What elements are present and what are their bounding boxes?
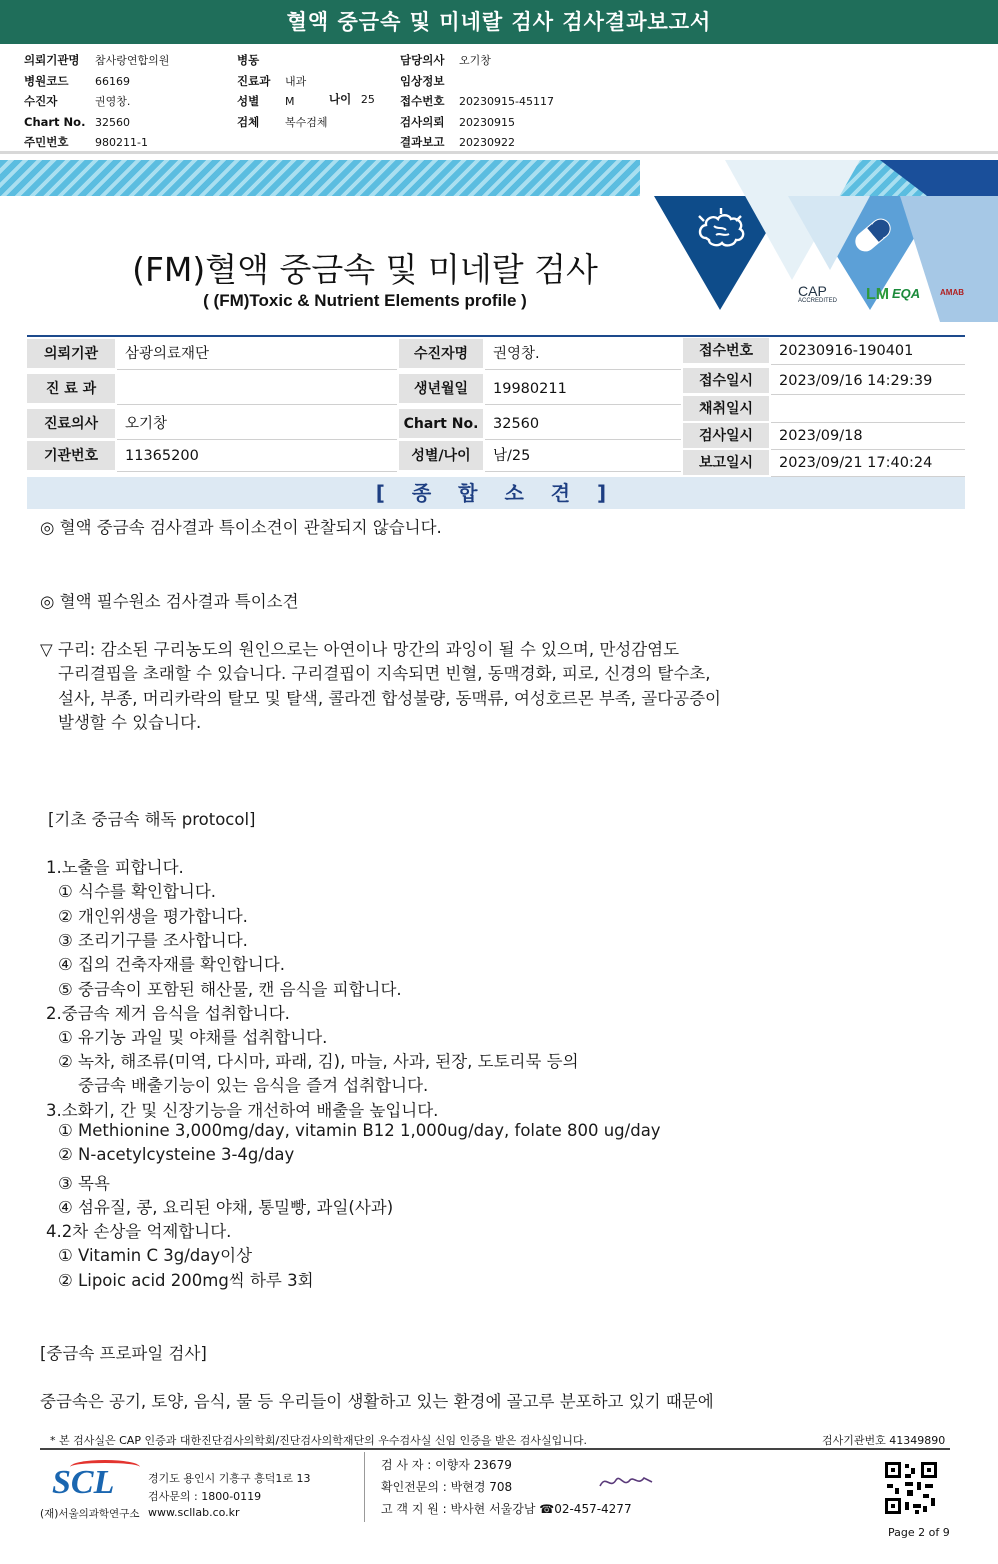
summary-line: 발생할 수 있습니다. [58, 713, 202, 732]
age-label: 나이 [329, 92, 352, 106]
info-value: 삼광의료재단 [117, 339, 397, 370]
header-field [237, 112, 328, 133]
summary-line: [중금속 프로파일 검사] [40, 1344, 207, 1363]
summary-line: 중금속은 공기, 토양, 음식, 물 등 우리들이 생활하고 있는 환경에 골고루 분포하고 있기 때문에 [40, 1392, 714, 1411]
header-field-label: 병원코드 [24, 73, 69, 88]
header-field [400, 50, 554, 71]
summary-line: 설사, 부종, 머리카락의 탈모 및 탈색, 콜라겐 합성불량, 동맥류, 여성호르몬 부족, 골다공증이 [58, 689, 721, 708]
header-field-label: 주민번호 [24, 135, 69, 149]
header-field-value: 권영창. [95, 95, 131, 108]
age-field [329, 91, 375, 107]
summary-line: ② 개인위생을 평가합니다. [58, 907, 248, 926]
header-field [237, 50, 328, 71]
header-field [24, 132, 169, 153]
header-field-value: 20230915-45117 [459, 95, 554, 108]
summary-line: ▽ 구리: 감소된 구리농도의 원인으로는 아연이나 망간의 과잉이 될 수 있으며, 만성감염도 [40, 640, 680, 659]
summary-line: ② N-acetylcysteine 3-4g/day [58, 1145, 295, 1164]
info-value: 2023/09/18 [771, 423, 965, 450]
header-field [400, 112, 554, 133]
lab-number: 검사기관번호 41349890 [822, 1434, 946, 1447]
summary-line: 1.노출을 피합니다. [46, 858, 184, 877]
report-top-title: 혈액 중금속 및 미네랄 검사 검사결과보고서 [0, 0, 998, 44]
header-field-value: 20230922 [459, 136, 515, 149]
info-label: 성별/나이 [399, 441, 483, 472]
info-label: 접수번호 [683, 338, 769, 365]
summary-line: ① Methionine 3,000mg/day, vitamin B12 1,000ug/day, folate 800 ug/day [58, 1121, 661, 1140]
info-label: 의뢰기관 [27, 339, 115, 370]
info-label: 기관번호 [27, 441, 115, 472]
header-field-label: 임상정보 [400, 73, 445, 88]
header-field [24, 112, 169, 133]
phone: 검사문의 : 1800-0119 [148, 1490, 262, 1503]
header-field-label: 진료과 [237, 73, 271, 88]
summary-line: ④ 집의 건축자재를 확인합니다. [58, 955, 286, 974]
header-field [400, 132, 554, 153]
summary-line: ① Vitamin C 3g/day이상 [58, 1246, 253, 1265]
capsule-icon [848, 210, 898, 260]
info-label: Chart No. [399, 409, 483, 440]
summary-line: ② Lipoic acid 200mg씩 하루 3회 [58, 1271, 314, 1290]
customer-support: 고 객 지 원 : 박사현 서울강남 ☎02-457-4277 [381, 1502, 632, 1516]
summary-line: 중금속 배출기능이 있는 음식을 즐겨 섭취합니다. [78, 1076, 429, 1095]
summary-line: 4.2차 손상을 억제합니다. [46, 1222, 232, 1241]
footer-divider [364, 1452, 365, 1522]
table-top-rule [27, 335, 965, 337]
info-label: 수진자명 [399, 339, 483, 370]
header-field-label: Chart No. [24, 114, 86, 129]
summary-line: ③ 조리기구를 조사합니다. [58, 931, 248, 950]
summary-line: [기초 중금속 해독 protocol] [48, 810, 256, 829]
header-field-value: 66169 [95, 74, 130, 88]
summary-line: ① 유기농 과일 및 야채를 섭취합니다. [58, 1028, 328, 1047]
address: 경기도 용인시 기흥구 흥덕1로 13 [148, 1472, 311, 1485]
summary-line: ② 녹차, 해조류(미역, 다시마, 파래, 김), 마늘, 사과, 된장, 도토리묵 등의 [58, 1052, 579, 1071]
header-field [400, 91, 554, 112]
lm-logo: LM [866, 286, 890, 303]
header-field-label: 담당의사 [400, 53, 445, 67]
info-value [117, 374, 397, 405]
info-value: 오기창 [117, 409, 397, 440]
footer-rule [40, 1448, 950, 1450]
header-field-label: 접수번호 [400, 94, 445, 108]
info-value: 남/25 [485, 441, 681, 472]
header-col-1 [24, 50, 169, 153]
info-value: 20230916-190401 [771, 338, 965, 365]
header-field-label: 병동 [237, 53, 260, 67]
summary-line: ① 식수를 확인합니다. [58, 882, 217, 901]
signature [596, 1470, 656, 1494]
header-field-value: 참사랑연합의원 [95, 54, 170, 67]
summary-line: ◎ 혈액 필수원소 검사결과 특이소견 [40, 592, 299, 611]
summary-line: 3.소화기, 간 및 신장기능을 개선하여 배출을 높입니다. [46, 1101, 439, 1120]
header-field-label: 검체 [237, 114, 260, 129]
header-col-3 [400, 50, 554, 153]
info-value: 19980211 [485, 374, 681, 405]
header-field [24, 50, 169, 71]
accreditation-notice: * 본 검사실은 CAP 인증과 대한진단검사의학회/진단검사의학재단의 우수검사실 신임 인증을 받은 검사실입니다. [50, 1434, 588, 1447]
examiner: 검 사 자 : 이향자 23679 [381, 1458, 512, 1472]
info-label: 생년월일 [399, 374, 483, 405]
info-value: 11365200 [117, 441, 397, 472]
scl-logo: SCL [52, 1464, 115, 1501]
header-field [24, 71, 169, 92]
info-value: 2023/09/21 17:40:24 [771, 450, 965, 477]
header-field-label: 수진자 [24, 94, 58, 108]
header-field [237, 91, 328, 112]
specialist: 확인전문의 : 박현경 708 [381, 1480, 513, 1494]
summary-line: ④ 섬유질, 콩, 요리된 야채, 통밀빵, 과일(사과) [58, 1198, 394, 1217]
header-field-value: 오기창 [459, 54, 491, 67]
info-label: 채취일시 [683, 396, 769, 423]
report-title: (FM)혈액 중금속 및 미네랄 검사 [132, 250, 598, 289]
header-field-value: 내과 [285, 74, 307, 88]
summary-line: 구리결핍을 초래할 수 있습니다. 구리결핍이 지속되면 빈혈, 동맥경화, 피로, 신경의 탈수초, [58, 664, 711, 683]
info-label: 접수일시 [683, 368, 769, 395]
header-field-value: 복수검체 [285, 115, 328, 129]
header-field-label: 성별 [237, 94, 260, 108]
header-col-2 [237, 50, 328, 132]
age-value: 25 [360, 93, 375, 106]
summary-line: ◎ 혈액 중금속 검사결과 특이소견이 관찰되지 않습니다. [40, 518, 442, 537]
header-field-label: 의뢰기관명 [24, 53, 80, 67]
org-name: (재)서울의과학연구소 [40, 1508, 140, 1520]
info-value [771, 396, 965, 423]
scl-swoosh [70, 1460, 140, 1474]
summary-line: ⑤ 중금속이 포함된 해산물, 캔 음식을 피합니다. [58, 980, 402, 999]
cap-logo: CAP ACCREDITED [798, 283, 838, 304]
page-number: Page 2 of 9 [888, 1526, 950, 1539]
summary-heading: [ 종 합 소 견 ] [27, 477, 965, 509]
patient-info-table [27, 335, 965, 475]
header-field-label: 결과보고 [400, 135, 445, 149]
info-label: 보고일시 [683, 450, 769, 477]
summary-line: 2.중금속 제거 음식을 섭취합니다. [46, 1004, 290, 1023]
info-label: 진 료 과 [27, 374, 115, 405]
header-field-value: 32560 [95, 115, 130, 129]
info-label: 진료의사 [27, 409, 115, 440]
header-field [24, 91, 169, 112]
qr-code-icon [883, 1460, 939, 1516]
header-field-value: 980211-1 [95, 136, 148, 149]
report-subtitle: ( (FM)Toxic & Nutrient Elements profile ) [203, 291, 527, 310]
info-value: 32560 [485, 409, 681, 440]
header-field [400, 71, 554, 92]
header-field-value: M [285, 95, 295, 108]
eqa-logo: EQA [892, 286, 921, 301]
info-value: 2023/09/16 14:29:39 [771, 368, 965, 395]
header-field-value: 20230915 [459, 115, 515, 129]
summary-line: ③ 목욕 [58, 1174, 110, 1193]
info-value: 권영창. [485, 339, 681, 370]
header-field-label: 검사의뢰 [400, 114, 445, 129]
website-link[interactable]: www.scllab.co.kr [148, 1506, 240, 1519]
header-field [237, 71, 328, 92]
info-label: 검사일시 [683, 423, 769, 450]
amab-logo: AMAB [940, 288, 964, 297]
patient-header [0, 44, 998, 154]
